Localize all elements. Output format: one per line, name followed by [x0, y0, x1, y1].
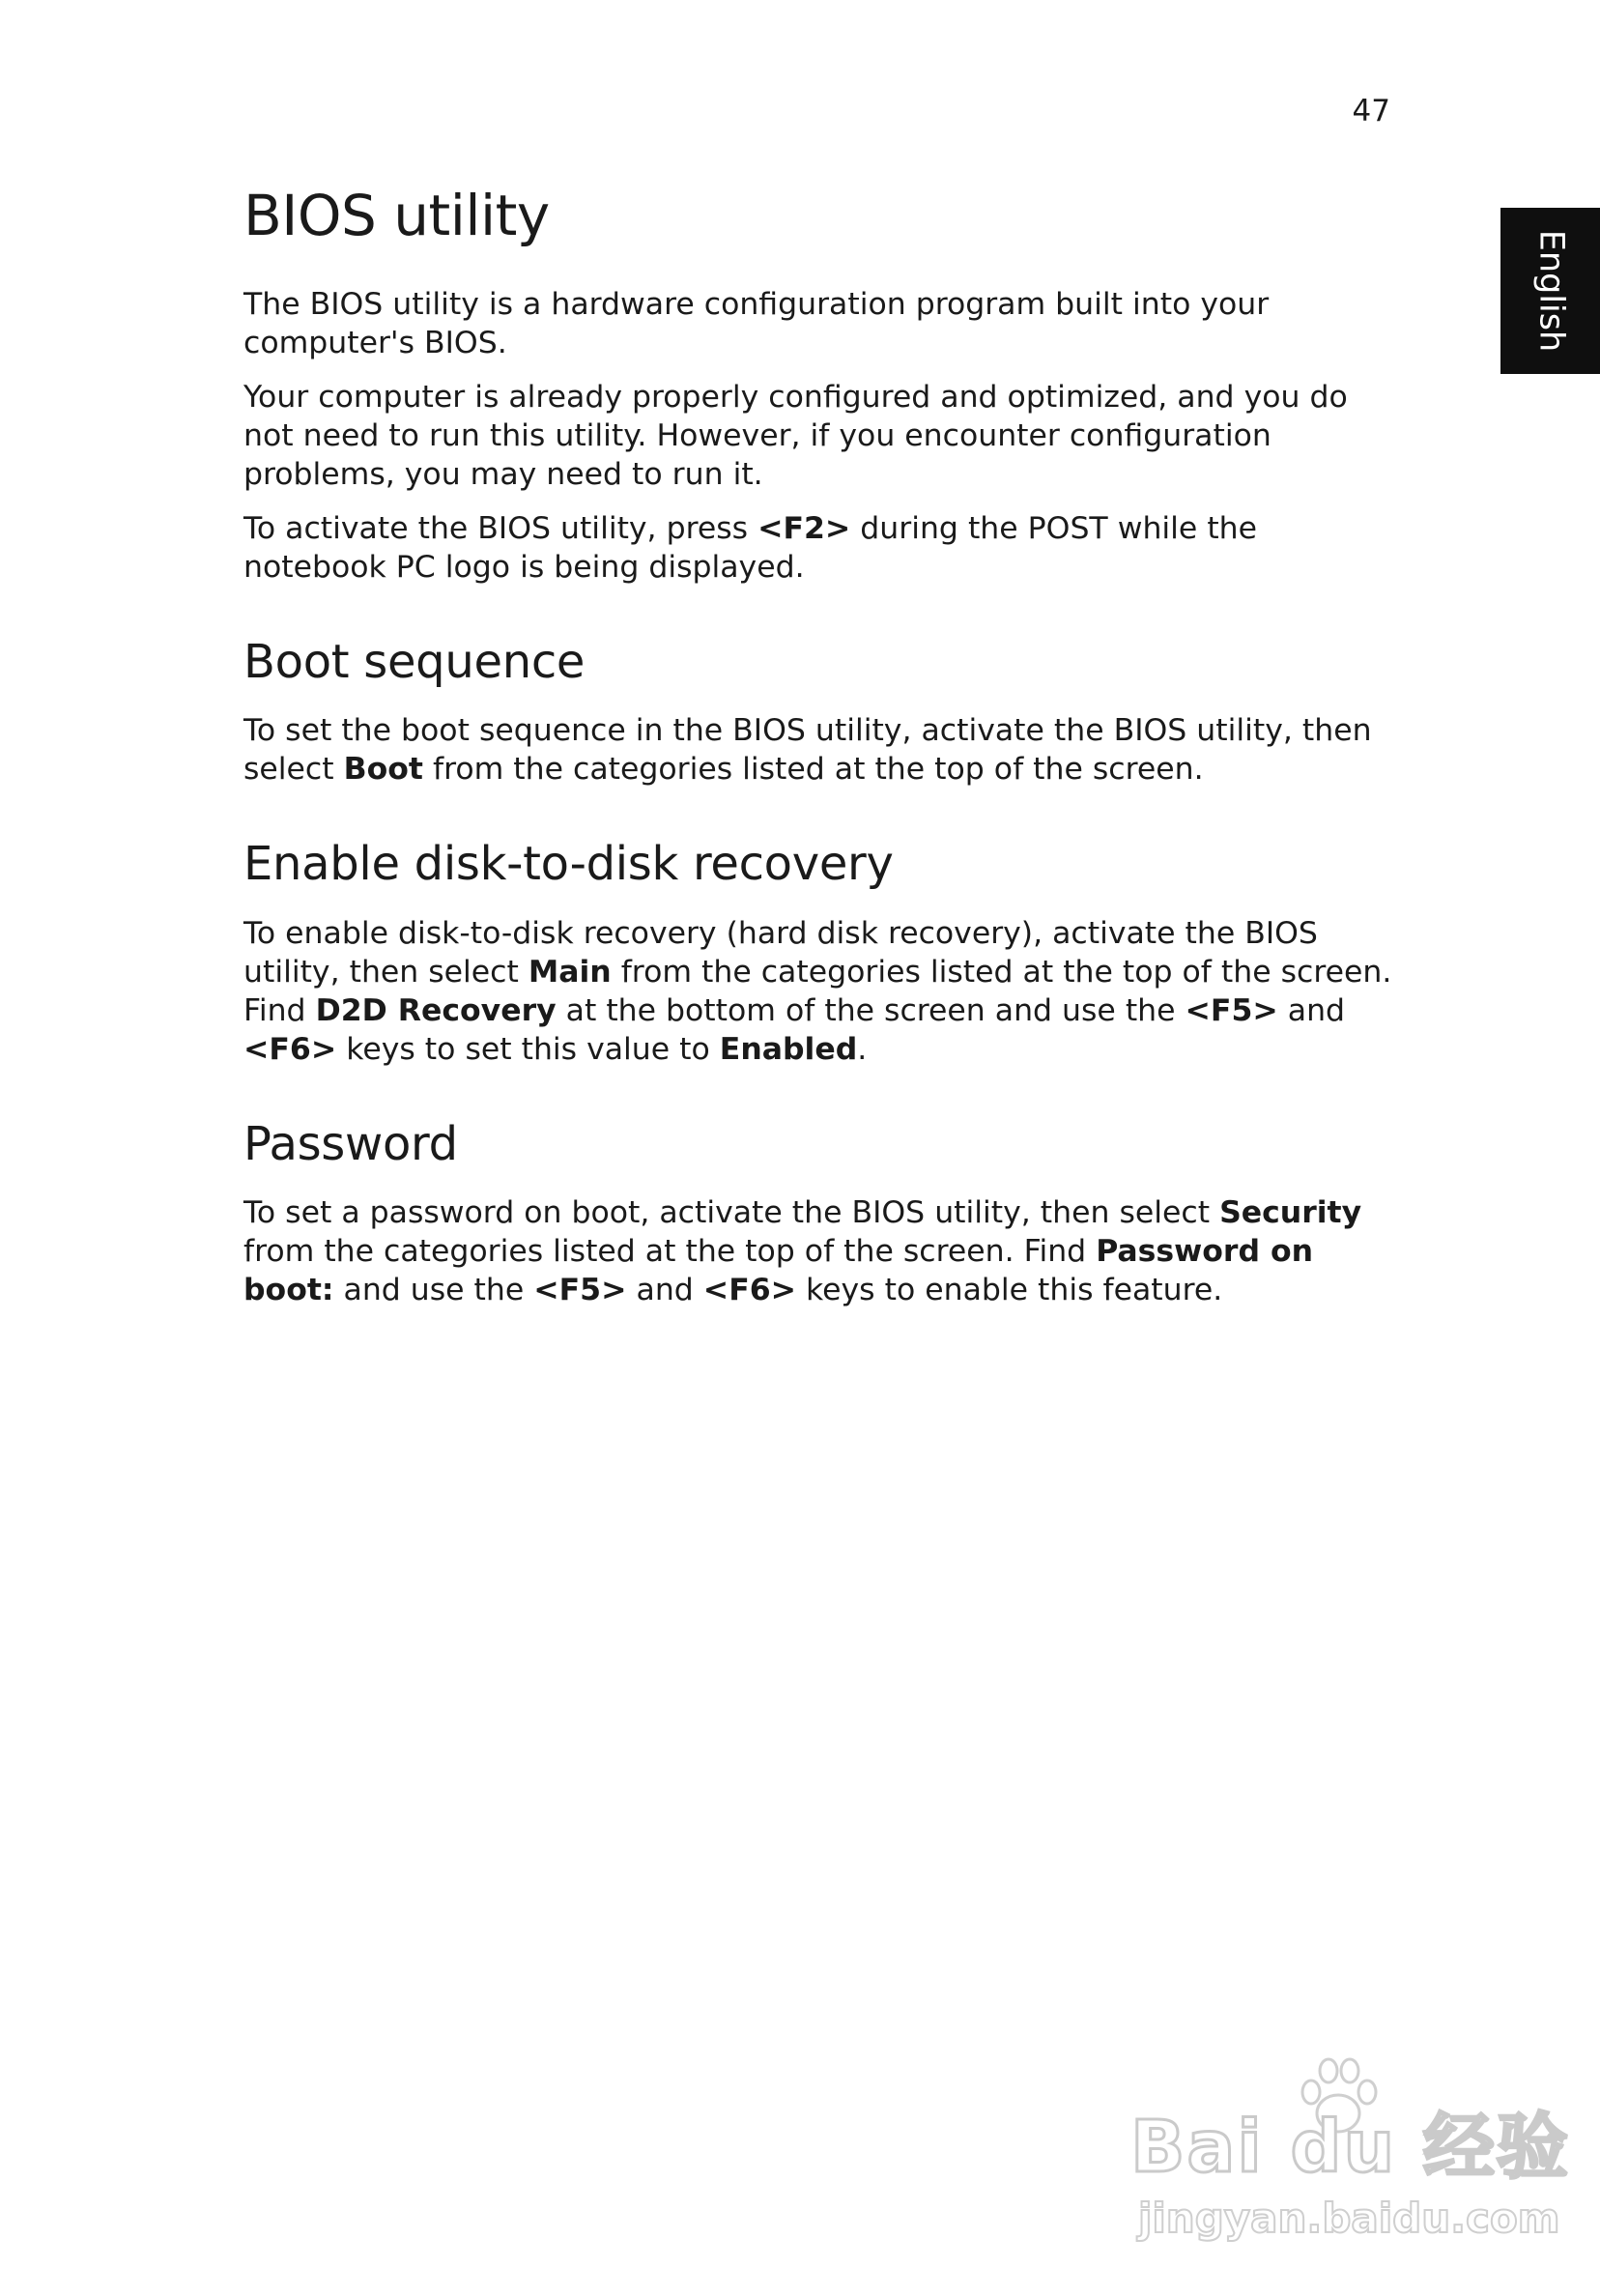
intro-paragraph-2: Your computer is already properly configured and optimized, and you do not need to run this utility. However, if you encounter configuration problems, you may need to run it. — [243, 379, 1348, 492]
bold-password-on-boot: Password on boot: — [243, 1234, 1314, 1308]
text-run: from the categories listed at the top of the screen. Find — [243, 1234, 1097, 1270]
text-run: from the categories listed at the top of the screen. Find — [243, 954, 1392, 1028]
key-f6: <F6> — [702, 1273, 797, 1308]
password-paragraph — [243, 1193, 1393, 1309]
recovery-paragraph — [243, 914, 1393, 1069]
text-run: . — [857, 1031, 868, 1067]
key-f5: <F5> — [1185, 992, 1278, 1028]
section-title-password: Password — [243, 1116, 458, 1171]
bold-main: Main — [528, 954, 612, 990]
section-title-boot-sequence: Boot sequence — [243, 634, 586, 689]
text-run: keys to set this value to — [336, 1031, 720, 1067]
bold-enabled: Enabled — [719, 1031, 858, 1067]
watermark-url: jingyan.baidu.com — [1138, 2195, 1560, 2242]
key-f6: <F6> — [243, 1031, 337, 1067]
intro-paragraph-3 — [243, 509, 1393, 587]
bold-boot: Boot — [343, 752, 423, 788]
boot-sequence-paragraph — [243, 711, 1393, 789]
page-content — [243, 184, 1393, 1325]
text-run: from the categories listed at the top of the screen. — [422, 752, 1204, 788]
bold-d2d-recovery: D2D Recovery — [315, 992, 557, 1028]
text-run: To activate the BIOS utility, press — [243, 510, 758, 546]
text-run: keys to enable this feature. — [796, 1273, 1223, 1308]
key-f2: <F2> — [757, 510, 851, 546]
page-number: 47 — [1352, 94, 1390, 129]
intro-paragraph-1: The BIOS utility is a hardware configuration program built into your computer's BIOS. — [243, 286, 1270, 360]
key-f5: <F5> — [533, 1273, 627, 1308]
text-run: and — [1277, 992, 1346, 1028]
text-run: To set the boot sequence in the BIOS utility, activate the BIOS utility, then select — [243, 713, 1372, 788]
page-title: BIOS utility — [243, 183, 550, 248]
text-run: during the POST while the notebook PC logo is being displayed. — [243, 510, 1258, 585]
language-tab-label: English — [1531, 229, 1570, 353]
baidu-watermark — [1130, 2053, 1570, 2247]
language-tab — [1500, 208, 1600, 374]
text-run: at the bottom of the screen and use the — [556, 992, 1186, 1028]
watermark-logo: Bai du 经验 — [1130, 2106, 1570, 2189]
text-run: To set a password on boot, activate the BIOS utility, then select — [243, 1195, 1220, 1231]
text-run: To enable disk-to-disk recovery (hard disk recovery), activate the BIOS utility, then select — [243, 915, 1318, 990]
text-run: and — [626, 1273, 703, 1308]
section-title-recovery: Enable disk-to-disk recovery — [243, 837, 894, 892]
text-run: and use the — [333, 1273, 534, 1308]
bold-security: Security — [1219, 1195, 1362, 1231]
